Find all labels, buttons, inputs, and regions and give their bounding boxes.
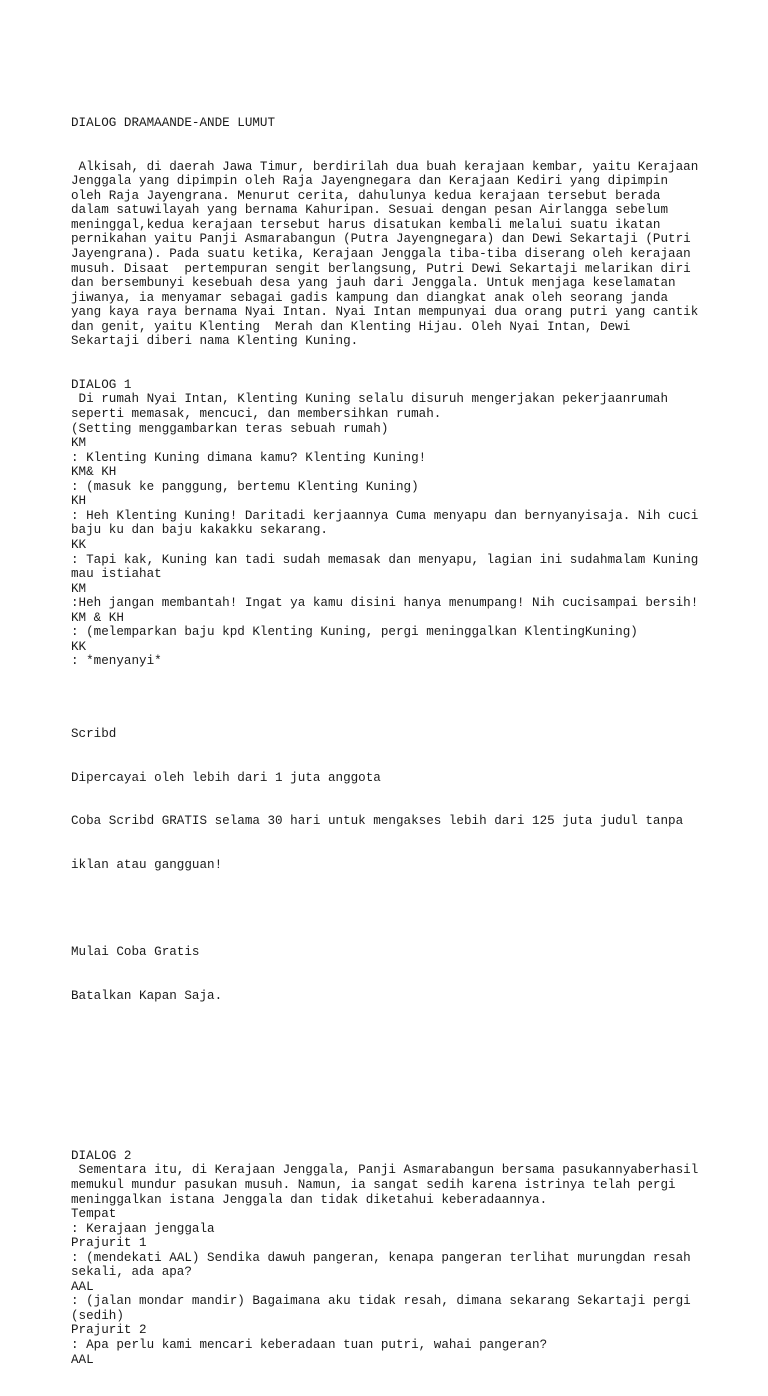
spacer (71, 1076, 711, 1091)
start-free-trial-link[interactable]: Mulai Coba Gratis (71, 945, 200, 960)
promo-brand: Scribd (71, 727, 117, 742)
dialog-1-line: : *menyanyi* (71, 654, 162, 669)
intro-line: Alkisah, di daerah Jawa Timur, berdirilah dua buah kerajaan kembar, yaitu Kerajaan (71, 159, 699, 174)
intro-line: yang kaya raya bernama Nyai Intan. Nyai Intan mempunyai dua orang putri yang cantik (71, 305, 699, 320)
intro-line: jiwanya, ia menyamar sebagai gadis kampung dan diangkat anak oleh seorang janda (71, 290, 669, 305)
dialog-1-line: : (masuk ke panggung, bertemu Klenting Kuning) (71, 479, 419, 494)
dialog-2-line: DIALOG 2 (71, 1148, 132, 1163)
dialog-1-line: KM & KH (71, 610, 124, 625)
dialog-2-line: Tempat (71, 1207, 117, 1222)
intro-line: Sekartaji diberi nama Klenting Kuning. (71, 334, 359, 349)
dialog-1-line: KK (71, 639, 87, 654)
scribd-promo (71, 698, 711, 1120)
dialog-1-line: : (melemparkan baju kpd Klenting Kuning, pergi meninggalkan KlentingKuning) (71, 625, 638, 640)
dialog-2-line: sekali, ada apa? (71, 1265, 192, 1280)
promo-trust-text: Dipercayai oleh lebih dari 1 juta anggota (71, 770, 381, 785)
intro-line: oleh Raja Jayengrana. Menurut cerita, dahulunya kedua kerajaan tersebut berada (71, 188, 661, 203)
spacer (71, 1033, 711, 1048)
dialog-2-line: : (mendekati AAL) Sendika dawuh pangeran, kenapa pangeran terlihat murungdan resah (71, 1250, 691, 1265)
document-body (71, 87, 711, 1396)
intro-paragraph (71, 160, 711, 349)
dialog-2-line: : (jalan mondar mandir) Bagaimana aku tidak resah, dimana sekarang Sekartaji pergi (71, 1294, 691, 1309)
promo-offer-line-1: Coba Scribd GRATIS selama 30 hari untuk mengakses lebih dari 125 juta judul tanpa (71, 814, 684, 829)
dialog-1-line: : Klenting Kuning dimana kamu? Klenting Kuning! (71, 450, 427, 465)
dialog-2-line: (sedih) (71, 1308, 124, 1323)
dialog-1-line: : Tapi kak, Kuning kan tadi sudah memasak dan menyapu, lagian ini sudahmalam Kuning (71, 552, 699, 567)
promo-offer-line-2: iklan atau gangguan! (71, 857, 223, 872)
intro-line: dan genit, yaitu Klenting Merah dan Klenting Hijau. Oleh Nyai Intan, Dewi (71, 319, 631, 334)
dialog-2-section (71, 1149, 711, 1367)
intro-line: dalam satuwilayah yang bernama Kahuripan. Sesuai dengan pesan Airlangga sebelum (71, 203, 669, 218)
dialog-1-line: :Heh jangan membantah! Ingat ya kamu disini hanya menumpang! Nih cucisampai bersih! (71, 596, 699, 611)
dialog-2-line: Sementara itu, di Kerajaan Jenggala, Panji Asmarabangun bersama pasukannyaberhasil (71, 1163, 699, 1178)
dialog-2-line: meninggalkan istana Jenggala dan tidak diketahui keberadaannya. (71, 1192, 548, 1207)
dialog-2-line: memukul mundur pasukan musuh. Namun, ia sangat sedih karena istrinya telah pergi (71, 1178, 676, 1193)
dialog-1-line: (Setting menggambarkan teras sebuah rumah) (71, 421, 389, 436)
dialog-1-line: KM (71, 436, 87, 451)
intro-line: musuh. Disaat pertempuran sengit berlangsung, Putri Dewi Sekartaji melarikan diri (71, 261, 691, 276)
dialog-1-line: baju ku dan baju kakakku sekarang. (71, 523, 328, 538)
dialog-1-line: KK (71, 537, 87, 552)
intro-line: Jenggala yang dipimpin oleh Raja Jayengnegara dan Kerajaan Kediri yang dipimpin (71, 174, 669, 189)
promo-cancel-text: Batalkan Kapan Saja. (71, 988, 223, 1003)
dialog-2-line: : Apa perlu kami mencari keberadaan tuan putri, wahai pangeran? (71, 1338, 548, 1353)
dialog-2-line: Prajurit 2 (71, 1323, 147, 1338)
dialog-1-line: mau istiahat (71, 567, 162, 582)
dialog-1-line: DIALOG 1 (71, 377, 132, 392)
intro-line: meninggal,kedua kerajaan tersebut harus disatukan kembali melalui suatu ikatan (71, 217, 661, 232)
dialog-1-line: KH (71, 494, 87, 509)
dialog-2-line: Prajurit 1 (71, 1236, 147, 1251)
dialog-1-line: seperti memasak, mencuci, dan membersihkan rumah. (71, 407, 442, 422)
dialog-1-line: KM& KH (71, 465, 117, 480)
dialog-1-line: KM (71, 581, 87, 596)
intro-line: pernikahan yaitu Panji Asmarabangun (Putra Jayengnegara) dan Dewi Sekartaji (Putri (71, 232, 691, 247)
dialog-1-line: Di rumah Nyai Intan, Klenting Kuning selalu disuruh mengerjakan pekerjaanrumah (71, 392, 669, 407)
intro-line: Jayengrana). Pada suatu ketika, Kerajaan Jenggala tiba-tiba diserang oleh kerajaan (71, 247, 691, 262)
spacer (71, 902, 711, 917)
dialog-2-line: : Kerajaan jenggala (71, 1221, 215, 1236)
dialog-2-line: AAL (71, 1352, 94, 1367)
document-title: DIALOG DRAMAANDE-ANDE LUMUT (71, 116, 276, 131)
dialog-1-section (71, 378, 711, 669)
intro-line: dan bersembunyi kesebuah desa yang jauh dari Jenggala. Untuk menjaga keselamatan (71, 276, 676, 291)
dialog-1-line: : Heh Klenting Kuning! Daritadi kerjaannya Cuma menyapu dan bernyanyisaja. Nih cuci (71, 508, 699, 523)
dialog-2-line: AAL (71, 1279, 94, 1294)
